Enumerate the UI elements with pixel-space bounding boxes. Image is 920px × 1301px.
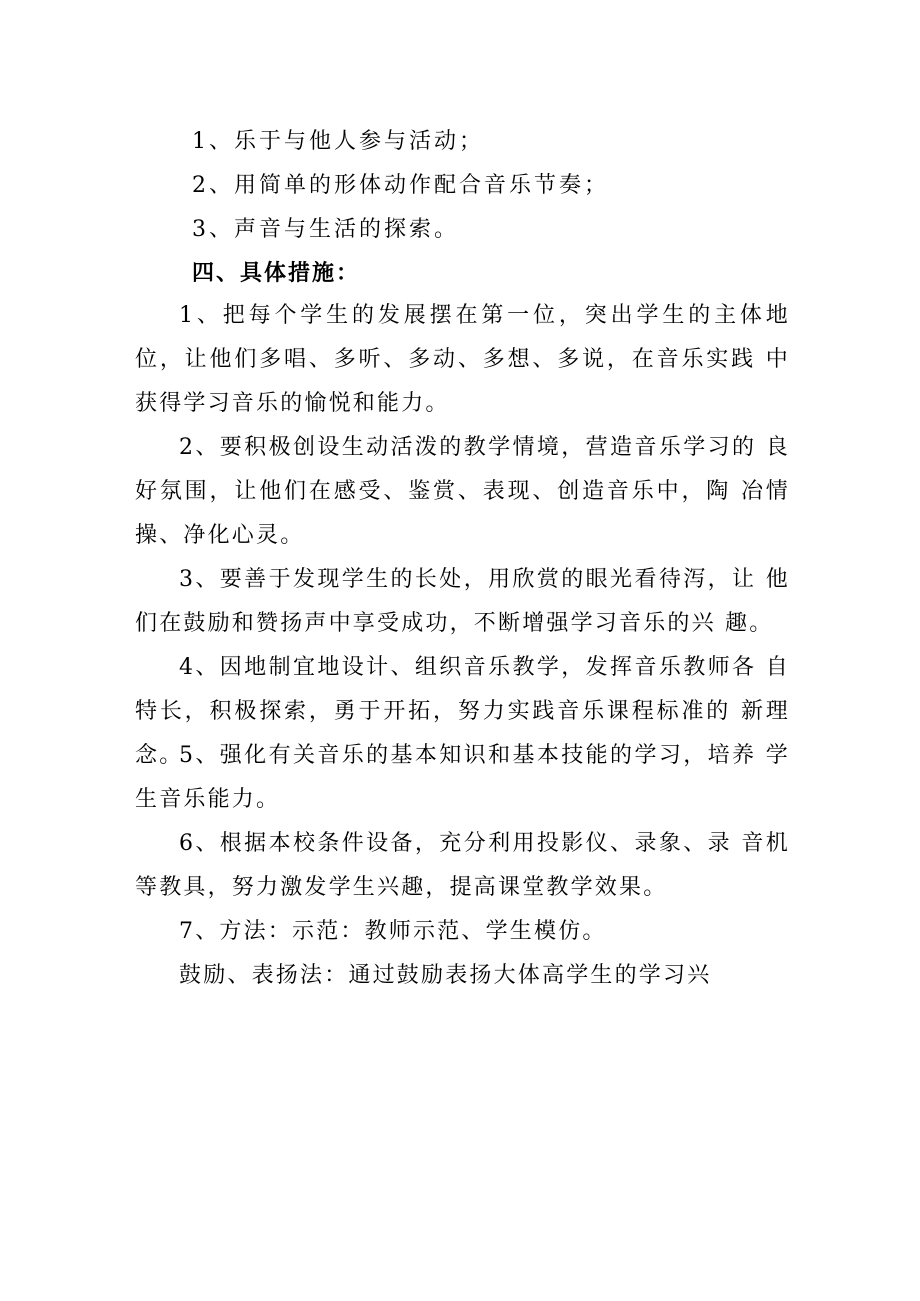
measure-paragraph-1: 1、把每个学生的发展摆在第一位，突出学生的主体地 位，让他们多唱、多听、多动、多想、多说，在音乐实践 中获得学习音乐的愉悦和能力。 [135,303,790,416]
measure-paragraph-2: 2、要积极创设生动活泼的教学情境，营造音乐学习的 良好氛围，让他们在感受、鉴赏、表现、创造音乐中，陶 冶情操、净化心灵。 [135,435,790,548]
goal-item-1: 1、乐于与他人参与活动； [192,129,484,154]
measure-paragraph-7: 7、方法：示范：教师示范、学生模仿。 [179,919,607,944]
goal-item-3: 3、声音与生活的探索。 [192,217,459,242]
measure-paragraph-5: 5、强化有关音乐的基本知识和基本技能的学习，培养 学生音乐能力。 [135,743,790,812]
measure-paragraph-8: 鼓励、表扬法：通过鼓励表扬大体高学生的学习兴 [179,963,712,988]
measure-paragraph-6: 6、根据本校条件设备，充分利用投影仪、录象、录 音机等教具，努力激发学生兴趣，提高课堂教学效果。 [135,831,790,900]
goal-item-2: 2、用简单的形体动作配合音乐节奏； [192,173,609,198]
measure-paragraph-3: 3、要善于发现学生的长处，用欣赏的眼光看待泻，让 他们在鼓励和赞扬声中享受成功，不断增强学习音乐的兴 趣。 [135,567,790,636]
measure-paragraph-4: 4、因地制宜地设计、组织音乐教学，发挥音乐教师各 自特长，积极探索，勇于开拓，努力实践音乐课程标准的 新理念。 [135,655,790,768]
section-heading: 四、具体措施： [192,261,361,286]
